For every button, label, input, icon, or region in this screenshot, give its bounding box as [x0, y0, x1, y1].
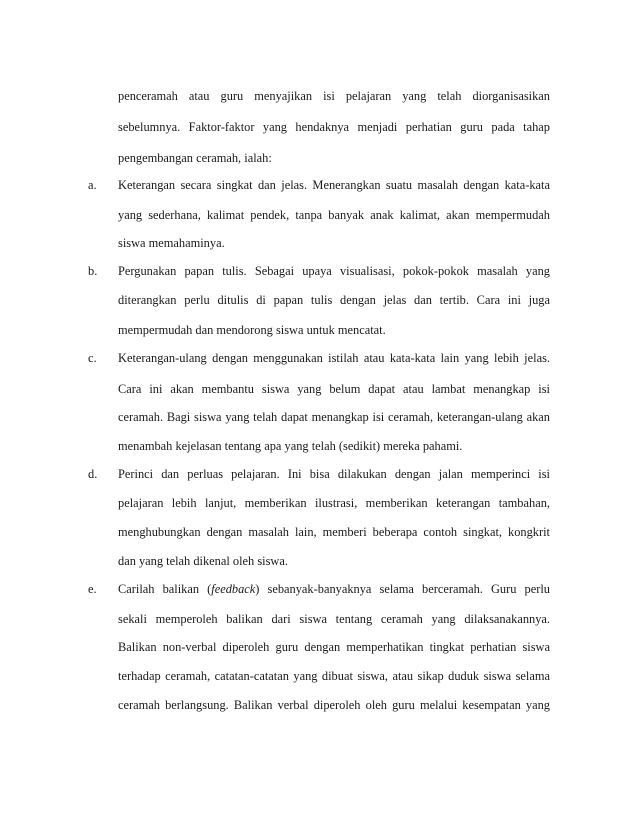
list-item-line: Perinci dan perluas pelajaran. Ini bisa dilakukan dengan jalan memperinci isi [118, 467, 550, 481]
list-marker: c. [88, 351, 97, 365]
intro-line: pengembangan ceramah, ialah: [118, 151, 272, 165]
list-item-text: Carilah balikan ( [118, 582, 212, 596]
list-item-line: diterangkan perlu ditulis di papan tulis dengan jelas dan tertib. Cara ini juga [118, 293, 550, 307]
list-marker: b. [88, 264, 98, 278]
list-item-line: Balikan non-verbal diperoleh guru dengan memperhatikan tingkat perhatian siswa [118, 640, 550, 654]
list-item-line [118, 581, 550, 597]
list-item-line: pelajaran lebih lanjut, memberikan ilustrasi, memberikan keterangan tambahan, [118, 496, 550, 510]
list-item-line: Keterangan-ulang dengan menggunakan istilah atau kata-kata lain yang lebih jelas. [118, 351, 550, 365]
list-item-text: ) sebanyak-banyaknya selama berceramah. Guru perlu [255, 582, 550, 596]
list-item-line: siswa memahaminya. [118, 236, 225, 250]
list-item-line: mempermudah dan mendorong siswa untuk mencatat. [118, 323, 386, 337]
intro-line: penceramah atau guru menyajikan isi pelajaran yang telah diorganisasikan [118, 89, 550, 103]
list-item-line: Pergunakan papan tulis. Sebagai upaya visualisasi, pokok-pokok masalah yang [118, 264, 550, 278]
list-marker: e. [88, 582, 97, 596]
list-item-line: menghubungkan dengan masalah lain, memberi beberapa contoh singkat, kongkrit [118, 525, 550, 539]
list-item-line: menambah kejelasan tentang apa yang telah (sedikit) mereka pahami. [118, 439, 463, 453]
list-item-line: ceramah. Bagi siswa yang telah dapat menangkap isi ceramah, keterangan-ulang akan [118, 410, 550, 424]
list-item-line: Keterangan secara singkat dan jelas. Menerangkan suatu masalah dengan kata-kata [118, 178, 550, 192]
intro-line: sebelumnya. Faktor-faktor yang hendaknya menjadi perhatian guru pada tahap [118, 120, 550, 134]
feedback-term: feedback [211, 582, 256, 596]
list-item-line: Cara ini akan membantu siswa yang belum dapat atau lambat menangkap isi [118, 382, 550, 396]
list-item-line: terhadap ceramah, catatan-catatan yang dibuat siswa, atau sikap duduk siswa selama [118, 669, 550, 683]
list-marker: d. [88, 467, 98, 481]
list-item-line: sekali memperoleh balikan dari siswa tentang ceramah yang dilaksanakannya. [118, 612, 550, 626]
list-marker: a. [88, 178, 97, 192]
list-item-line: yang sederhana, kalimat pendek, tanpa banyak anak kalimat, akan mempermudah [118, 208, 550, 222]
list-item-line: dan yang telah dikenal oleh siswa. [118, 554, 288, 568]
list-item-line: ceramah berlangsung. Balikan verbal diperoleh oleh guru melalui kesempatan yang [118, 698, 550, 712]
